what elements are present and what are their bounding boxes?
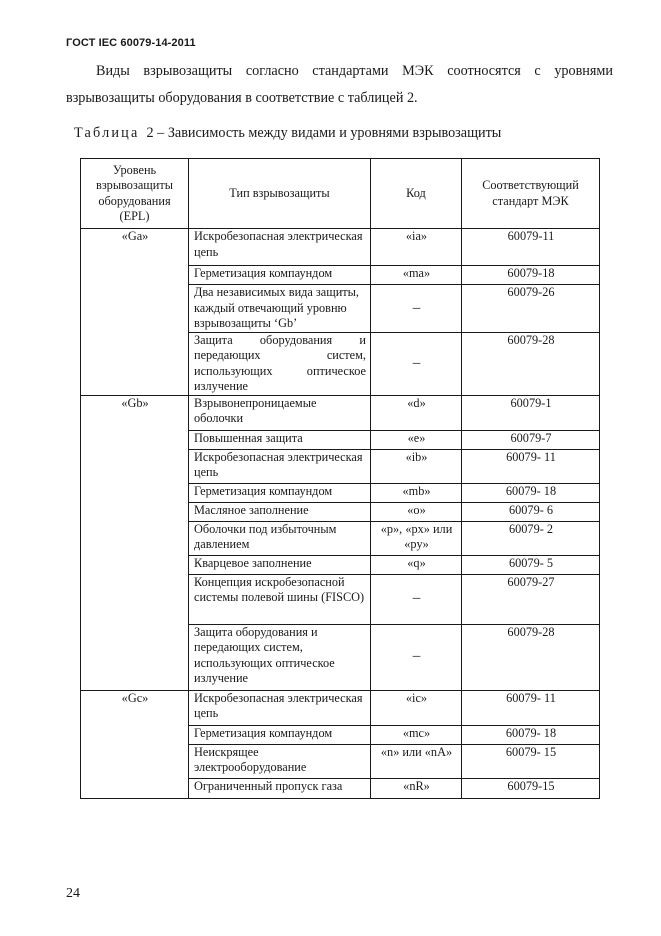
iec-standard-cell: 60079- 18 (462, 483, 600, 502)
protection-code-cell: «nR» (371, 778, 462, 798)
protection-code-cell: «ia» (371, 229, 462, 266)
iec-standard-cell: 60079-27 (462, 574, 600, 624)
page-number: 24 (66, 886, 80, 901)
protection-type-cell: Масляное заполнение (189, 502, 371, 521)
iec-standard-cell: 60079-15 (462, 778, 600, 798)
protection-type-cell: Повышенная защита (189, 430, 371, 449)
protection-type-cell: Искробезопасная электрическая цепь (189, 690, 371, 725)
protection-type-cell: Оболочки под избыточным давлением (189, 521, 371, 555)
iec-standard-cell: 60079-26 (462, 285, 600, 333)
protection-type-cell: Концепция искробезопасной системы полевой шины (FISCO) (189, 574, 371, 624)
protection-type-cell: Взрывонепроницаемые оболочки (189, 395, 371, 430)
table-header-row (81, 159, 600, 229)
iec-standard-cell: 60079-7 (462, 430, 600, 449)
iec-standard-cell: 60079- 15 (462, 744, 600, 778)
iec-standard-cell: 60079-28 (462, 332, 600, 395)
header-type: Тип взрывозащиты (189, 159, 371, 229)
protection-code-cell: «ic» (371, 690, 462, 725)
iec-standard-cell: 60079-28 (462, 624, 600, 690)
iec-standard-cell: 60079-11 (462, 229, 600, 266)
header-code: Код (371, 159, 462, 229)
document-code: ГОСТ IEC 60079-14-2011 (66, 37, 196, 49)
protection-type-cell: Ограниченный пропуск газа (189, 778, 371, 798)
epl-level-cell: «Gb» (81, 395, 189, 690)
iec-standard-cell: 60079- 11 (462, 449, 600, 483)
protection-code-cell: «n» или «nA» (371, 744, 462, 778)
table-body (81, 229, 600, 799)
protection-code-cell: «mb» (371, 483, 462, 502)
iec-standard-cell: 60079-18 (462, 266, 600, 285)
protection-type-cell: Неискрящее электрооборудование (189, 744, 371, 778)
table-caption-title: – Зависимость между видами и уровнями взрывозащиты (157, 125, 502, 141)
protection-code-cell: «ib» (371, 449, 462, 483)
protection-type-cell: Защита оборудования и передающих систем, использующих оптическое излучение (189, 624, 371, 690)
protection-code-cell: «p», «px» или «py» (371, 521, 462, 555)
iec-standard-cell: 60079- 2 (462, 521, 600, 555)
epl-level-cell: «Gc» (81, 690, 189, 798)
protection-type-cell: Два независимых вида защиты, каждый отвечающий уровню взрывозащиты ‘Gb’ (189, 285, 371, 333)
iec-standard-cell: 60079- 5 (462, 555, 600, 574)
protection-type-cell: Искробезопасная электрическая цепь (189, 229, 371, 266)
protection-type-cell: Защита оборудования и передающих систем, использующих оптическое излучение (189, 332, 371, 395)
table-row (81, 395, 600, 430)
protection-code-cell: – (371, 574, 462, 624)
iec-standard-cell: 60079- 11 (462, 690, 600, 725)
protection-type-cell: Герметизация компаундом (189, 725, 371, 744)
intro-paragraph: Виды взрывозащиты согласно стандартами МЭК соотносятся с уровнями взрывозащиты оборудования в соответствие с таблицей 2. (66, 63, 613, 106)
protection-code-cell: – (371, 332, 462, 395)
iec-standard-cell: 60079- 18 (462, 725, 600, 744)
protection-code-cell: «mc» (371, 725, 462, 744)
table-caption-label: Таблица (74, 125, 140, 141)
iec-standard-cell: 60079- 6 (462, 502, 600, 521)
table-row (81, 690, 600, 725)
iec-standard-cell: 60079-1 (462, 395, 600, 430)
protection-code-cell: – (371, 285, 462, 333)
protection-code-cell: «d» (371, 395, 462, 430)
protection-code-cell: «e» (371, 430, 462, 449)
table-caption-number: 2 (146, 125, 154, 141)
protection-code-cell: – (371, 624, 462, 690)
epl-level-cell: «Ga» (81, 229, 189, 396)
protection-type-cell: Кварцевое заполнение (189, 555, 371, 574)
protection-levels-table (80, 158, 600, 799)
protection-code-cell: «ma» (371, 266, 462, 285)
table-caption (74, 125, 501, 142)
table-row (81, 229, 600, 266)
protection-type-cell: Герметизация компаундом (189, 266, 371, 285)
protection-type-cell: Искробезопасная электрическая цепь (189, 449, 371, 483)
protection-type-cell: Герметизация компаундом (189, 483, 371, 502)
header-standard: Соответствующий стандарт МЭК (462, 159, 600, 229)
protection-code-cell: «o» (371, 502, 462, 521)
protection-code-cell: «q» (371, 555, 462, 574)
header-level: Уровень взрывозащиты оборудования (EPL) (81, 159, 189, 229)
